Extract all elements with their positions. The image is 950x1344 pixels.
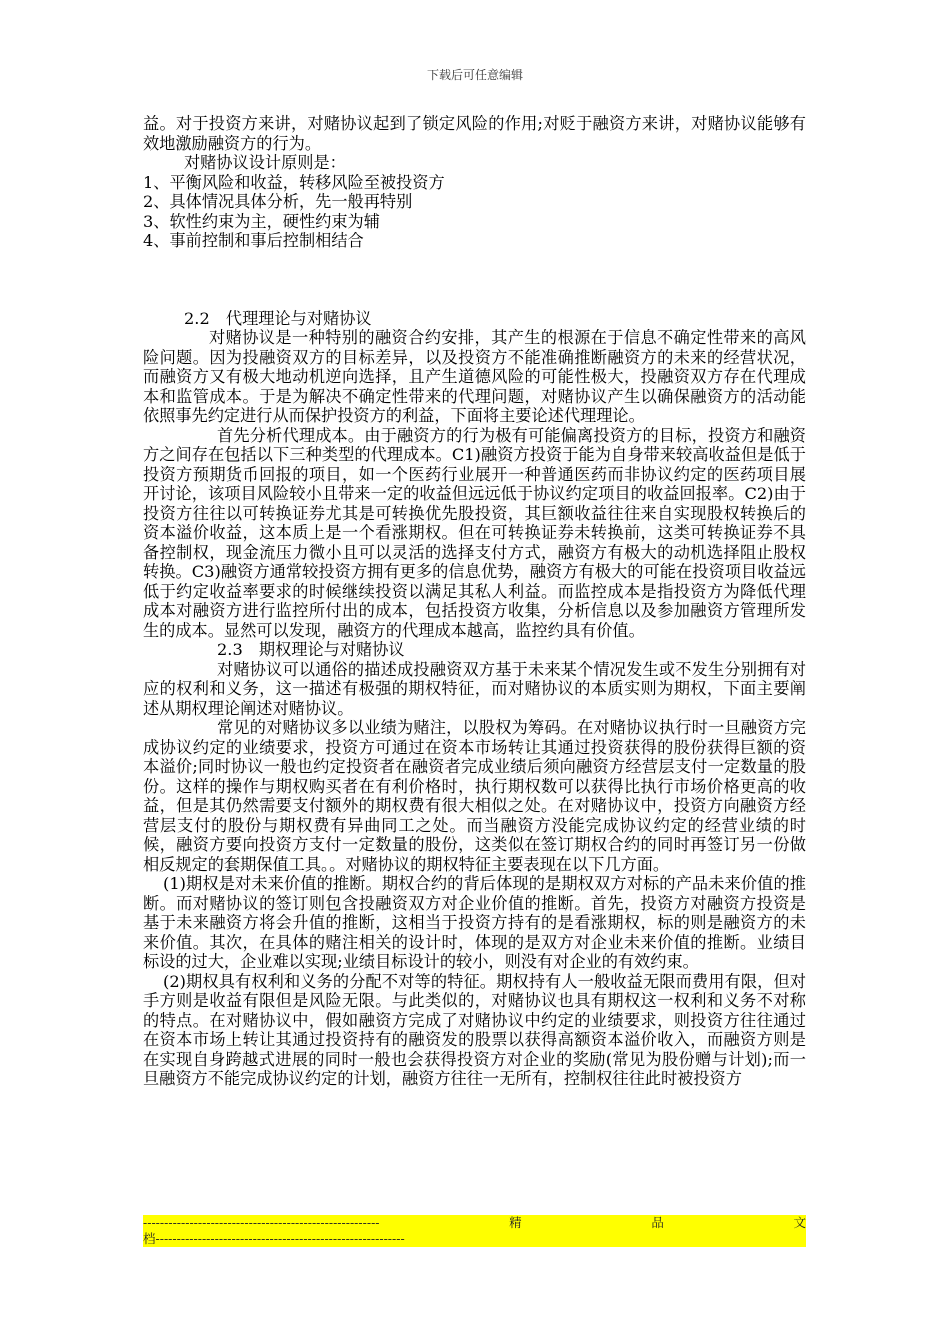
footer-banner [143,1215,806,1247]
principle-item-2: 2、具体情况具体分析，先一般再特别 [143,192,413,211]
section-heading-2-2: 2.2 代理理论与对赌协议 [184,308,372,328]
paragraph-agency-theory: 对赌协议是一种特别的融资合约安排，其产生的根源在于信息不确定性带来的高风险问题。因为投融资双方的目标差异，以及投资方不能准确推断融资方的未来的经营状况，而融资方又有极大地动机逆向选择，且产生道德风险的可能性极大，投融资双方存在代理成本和监管成本。于是为解决不确定性带来的代理问题，对赌协议产生以确保融资方的活动能依照事先约定进行从而保护投资方的利益，下面将主要论述代理理论。 [143,328,806,425]
document-body [143,114,806,1089]
principle-item-3: 3、软性约束为主，硬性约束为辅 [143,211,380,231]
footer-line-2: 档----------------------------------------------------------- [143,1231,405,1246]
principle-item-1: 1、平衡风险和收益，转移风险至被投资方 [143,172,445,192]
footer-dashes: -------------------------------------------------------- [143,1215,380,1230]
footer-word-2: 品 [651,1215,664,1230]
paragraph-agency-cost: 首先分析代理成本。由于融资方的行为极有可能偏离投资方的目标，投资方和融资方之间存在包括以下三种类型的代理成本。C1)融资方投资于能为自身带来较高收益但是低于投资方预期货币回报的项目，如一个医药行业展开一种普通医药而非协议约定的医药项目展开讨论，该项目风险较小且带来一定的收益但远远低于协议约定项目的收益回报率。C2)由于投资方往往以可转换证券尤其是可转换优先股投资，其巨额收益往往来自实现股权转换后的资本溢价收益，这本质上是一个看涨期权。但在可转换证券未转换前，这类可转换证券不具备控制权，现金流压力微小且可以灵活的选择支付方式，融资方有极大的动机选择阻止股权转换。C3)融资方通常较投资方拥有更多的信息优势，融资方有极大的可能在投资项目收益远低于约定收益率要求的时候继续投资以满足其私人利益。而监控成本是指投资方为降低代理成本对融资方进行监控所付出的成本，包括投资方收集，分析信息以及参加融资方管理所发生的成本。显然可以发现，融资方的代理成本越高，监控约具有价值。 [143,425,806,640]
paragraph-continuation: 益。对于投资方来讲，对赌协议起到了锁定风险的作用;对贬于融资方来讲，对赌协议能够有效地激励融资方的行为。 [143,114,806,153]
paragraph-point-1: (1)期权是对未来价值的推断。期权合约的背后体现的是期权双方对标的产品未来价值的推断。而对赌协议的签订则包含投融资双方对企业价值的推断。首先，投资方对融资方投资是基于未来融资方将会升值的推断，这相当于投资方持有的是看涨期权，标的则是融资方的未来价值。其次，在具体的赌注相关的设计时，体现的是双方对企业未来价值的推断。业绩目标设的过大，企业难以实现;业绩目标设计的较小，则没有对企业的有效约束。 [143,874,806,971]
paragraph-common-vam: 常见的对赌协议多以业绩为赌注，以股权为筹码。在对赌协议执行时一旦融资方完成协议约定的业绩要求，投资方可通过在资本市场转让其通过投资获得的股份获得巨额的资本溢价;同时协议一般也约定投资者在融资者完成业绩后须向融资方经营层支付一定数量的股份。这样的操作与期权购买者在有利价格时，执行期权数可以获得比执行市场价格更高的收益，但是其仍然需要支付额外的期权费有很大相似之处。在对赌协议中，投资方向融资方经营层支付的股份与期权费有异曲同工之处。而当融资方没能完成协议约定的经营业绩的时候，融资方要向投资方支付一定数量的股份，这类似在签订期权合约的同时再签订另一份做相反规定的套期保值工具。。对赌协议的期权特征主要表现在以下几方面。 [143,718,806,874]
spacer [143,251,806,309]
paragraph-option-theory: 对赌协议可以通俗的描述成投融资双方基于未来某个情况发生或不发生分别拥有对应的权利和义务，这一描述有极强的期权特征，而对赌协议的本质实则为期权，下面主要阐述从期权理论阐述对赌协议。 [143,659,806,718]
footer-word-3: 文 [793,1215,806,1230]
page-header: 下载后可任意编辑 [426,68,523,82]
paragraph-point-2: (2)期权具有权利和义务的分配不对等的特征。期权持有人一般收益无限而费用有限，但对手方则是收益有限但是风险无限。与此类似的，对赌协议也具有期权这一权利和义务不对称的特点。在对赌协议中，假如融资方完成了对赌协议中约定的业绩要求，则投资方往往通过在资本市场上转让其通过投资持有的融资发的股票以获得高额资本溢价收入，而融资方则是在实现自身跨越式进展的同时一般也会获得投资方对企业的奖励(常见为股份赠与计划);而一旦融资方不能完成协议约定的计划，融资方往往一无所有，控制权往往此时被投资方 [143,971,806,1088]
section-heading-2-3: 2.3 期权理论与对赌协议 [217,640,405,659]
footer-word-1: 精 [509,1215,522,1230]
design-principles-intro: 对赌协议设计原则是： [184,153,346,172]
footer-line-1 [143,1215,806,1231]
principle-item-4: 4、事前控制和事后控制相结合 [143,231,364,250]
